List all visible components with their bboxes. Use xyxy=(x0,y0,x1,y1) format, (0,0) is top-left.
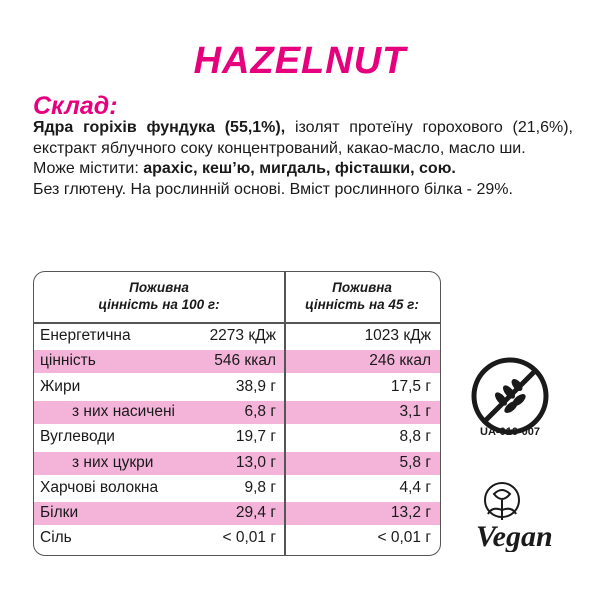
composition-bold-ingredient: Ядра горіхів фундука (55,1%), xyxy=(33,119,286,136)
allergen-list: арахіс, кеш’ю, мигдаль, фісташки, сою. xyxy=(143,160,456,177)
header-per-45g-line2: цінність на 45 г: xyxy=(305,297,419,312)
value-per-100g: 38,9 г xyxy=(235,377,276,395)
gluten-free-code: UA-010-007 xyxy=(480,426,540,438)
value-per-45g: 5,8 г xyxy=(399,453,431,471)
value-per-45g: 17,5 г xyxy=(390,377,431,395)
header-per-100g-line1: Поживна xyxy=(129,280,189,295)
header-per-45g-line1: Поживна xyxy=(332,280,392,295)
value-per-45g: 1023 кДж xyxy=(364,327,431,344)
nutrient-label: цінність xyxy=(40,352,96,370)
value-per-45g: 13,2 г xyxy=(390,504,431,522)
value-per-100g: 9,8 г xyxy=(244,478,276,496)
value-per-45g: 8,8 г xyxy=(399,428,431,446)
composition-text xyxy=(33,118,573,200)
header-per-45g xyxy=(284,279,440,313)
table-row xyxy=(34,501,440,526)
value-per-100g: 2273 кДж xyxy=(209,327,276,344)
table-row xyxy=(34,324,440,349)
value-per-45g: 246 ккал xyxy=(369,352,431,370)
nutrient-label: Енергетична xyxy=(40,327,131,344)
nutrition-table xyxy=(33,271,441,556)
nutrient-label: з них насичені xyxy=(72,402,175,420)
value-per-100g: 29,4 г xyxy=(235,504,276,522)
composition-ingredients: ізолят протеїну горохового (21,6%), екстракт яблучного соку концентрований, какао-масло, масло ши. xyxy=(33,119,574,157)
table-row xyxy=(34,451,440,476)
nutrient-label: Жири xyxy=(40,377,81,395)
nutrient-label: Білки xyxy=(40,504,79,522)
value-per-100g: 546 ккал xyxy=(214,352,276,370)
value-per-45g: < 0,01 г xyxy=(377,529,431,547)
nutrient-label: Вуглеводи xyxy=(40,428,115,446)
table-row xyxy=(34,526,440,551)
header-per-100g xyxy=(34,279,284,313)
value-per-45g: 4,4 г xyxy=(399,478,431,496)
vegan-label: Vegan xyxy=(476,520,553,552)
table-row xyxy=(34,349,440,374)
table-row xyxy=(34,400,440,425)
table-row xyxy=(34,476,440,501)
value-per-100g: 6,8 г xyxy=(244,402,276,420)
column-divider xyxy=(284,272,286,555)
composition-heading: Склад: xyxy=(33,92,118,120)
value-per-100g: 13,0 г xyxy=(235,453,276,471)
value-per-100g: 19,7 г xyxy=(235,428,276,446)
allergen-prefix: Може містити: xyxy=(33,160,144,177)
nutrient-label: Харчові волокна xyxy=(40,478,159,496)
value-per-45g: 3,1 г xyxy=(399,402,431,420)
dietary-note: Без глютену. На рослинній основі. Вміст рослинного білка - 29%. xyxy=(33,180,513,198)
nutrient-label: з них цукри xyxy=(72,453,154,471)
value-per-100g: < 0,01 г xyxy=(222,529,276,547)
nutrient-label: Сіль xyxy=(40,529,72,547)
table-row xyxy=(34,425,440,450)
header-per-100g-line2: цінність на 100 г: xyxy=(98,297,220,312)
table-row xyxy=(34,375,440,400)
product-title: HAZELNUT xyxy=(193,40,407,82)
nutrition-table-header xyxy=(34,272,440,322)
vegan-icon xyxy=(470,480,562,552)
